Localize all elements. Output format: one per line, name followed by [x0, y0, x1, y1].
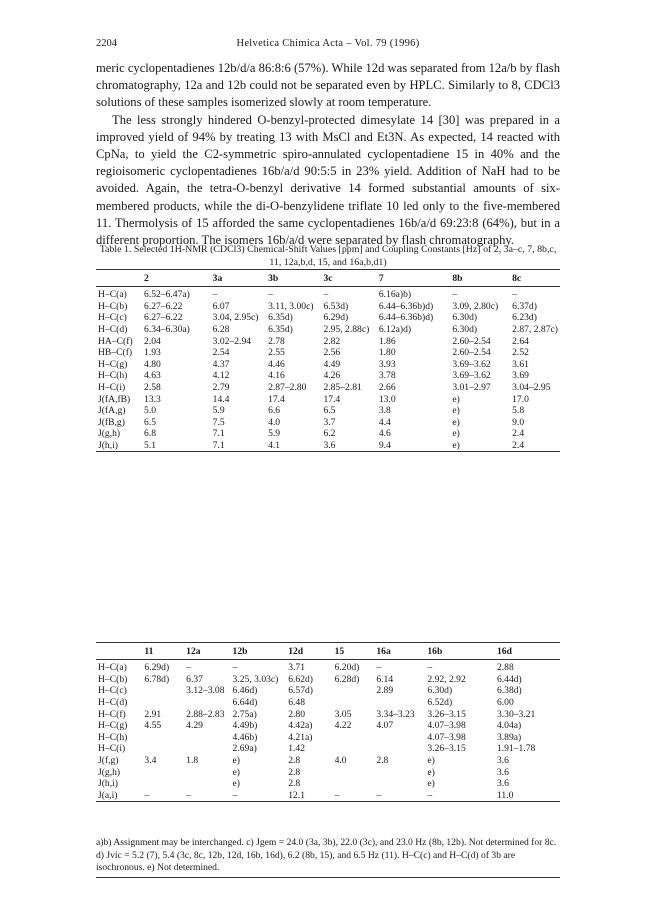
table-cell: 4.46 [268, 358, 285, 370]
table-caption: Table 1. Selected 1H-NMR (CDCl3) Chemical-Shift Values [ppm] and Coupling Constants [Hz] of 2, 3a–c, 7, 8b,c, 11, 12a,b,d, 15, and 16a,b,d1) [99, 244, 557, 268]
column-header: 11 [142, 643, 184, 660]
table-cell [333, 732, 375, 744]
table-cell: 5.8 [512, 405, 525, 417]
table-row [96, 382, 560, 394]
table-cell: 2.8 [288, 766, 301, 778]
table-cell: 4.29 [186, 720, 203, 732]
row-label: H–C(c) [98, 685, 127, 697]
table-cell: 2.88 [496, 662, 514, 674]
table-cell: 2.78 [268, 335, 285, 347]
row-label: J(fB,g) [98, 416, 125, 428]
table-cell: – [376, 789, 382, 801]
table-cell: 2.56 [323, 347, 341, 359]
row-label: H–C(a) [98, 289, 127, 301]
table-cell: 13.0 [378, 393, 396, 405]
table-cell: 17.4 [323, 393, 341, 405]
table-cell: 7.5 [212, 416, 225, 428]
table-cell: 6.44–6.36b)d) [378, 312, 434, 324]
table-cell: 3.26–3.15 [427, 708, 466, 720]
table-cell: 6.62d) [288, 673, 313, 685]
table-cell [184, 766, 230, 778]
table-cell: 6.57d) [288, 685, 313, 697]
table-cell [333, 697, 375, 709]
table-cell: 3.04–2.95 [512, 382, 551, 394]
table-cell: – [512, 289, 517, 301]
column-header: 3b [266, 270, 321, 287]
table-cell: 6.53d) [323, 300, 349, 312]
table-header-row [96, 270, 560, 287]
journal-title: Helvetica Chimica Acta – Vol. 79 (1996) [236, 38, 420, 49]
table-cell: 3.09, 2.80c) [452, 300, 499, 312]
table-row [96, 708, 560, 720]
table-cell: 6.37d) [512, 300, 537, 312]
table-cell: 4.07 [376, 720, 394, 732]
table-cell: e) [427, 778, 435, 790]
table-cell: 4.07–3.98 [427, 720, 466, 732]
table-cell: 5.1 [144, 440, 157, 452]
table-cell: 6.23d) [512, 312, 537, 324]
table-cell: 6.00 [496, 697, 514, 709]
table-cell: e) [452, 416, 460, 428]
nmr-table-1 [96, 269, 560, 452]
table-cell: 1.80 [378, 347, 396, 359]
table-cell: 6.27–6.22 [144, 312, 183, 324]
column-header: 12d [286, 643, 332, 660]
table-cell: 7.1 [212, 440, 225, 452]
row-label: J(g,h) [98, 766, 121, 778]
table-cell: 3.05 [334, 708, 352, 720]
table-cell: 4.12 [212, 370, 230, 382]
body-text [96, 60, 560, 249]
table-cell: 3.78 [378, 370, 396, 382]
table-cell: 4.07–3.98 [427, 731, 466, 743]
table-cell: 6.5 [323, 405, 336, 417]
row-label: J(h,i) [98, 778, 118, 790]
column-header: 8b [450, 270, 510, 287]
table-cell: 17.0 [512, 393, 529, 405]
table-cell [142, 697, 184, 709]
column-header: 8c [510, 270, 560, 287]
table-cell: e) [427, 766, 435, 778]
table-cell: 4.16 [268, 370, 285, 382]
table-cell: 1.42 [288, 743, 305, 755]
table-cell: – [323, 289, 329, 301]
table-row [96, 732, 560, 744]
column-header [96, 270, 142, 287]
table-row [96, 324, 560, 336]
table-cell: 6.07 [212, 300, 230, 312]
table-cell: 6.20d) [334, 662, 360, 674]
table-cell: – [186, 789, 191, 801]
table-cell [333, 778, 375, 790]
table-cell: 3.69–3.62 [452, 370, 491, 382]
table-cell: 2.82 [323, 335, 341, 347]
table-cell: 4.46b) [232, 731, 258, 743]
table-cell: 6.27–6.22 [144, 300, 183, 312]
row-label: J(fA,g) [98, 405, 126, 417]
table-row [96, 720, 560, 732]
table-cell: 2.91 [144, 708, 162, 720]
table-cell: 6.30d) [452, 312, 478, 324]
row-label: J(fA,fB) [98, 393, 131, 405]
column-header: 7 [377, 270, 450, 287]
column-header: 2 [142, 270, 211, 287]
table-cell: 3.71 [288, 662, 305, 674]
table-cell: 6.30d) [452, 324, 478, 336]
table-cell: 4.21a) [288, 731, 313, 743]
table-cell: 3.30–3.21 [496, 708, 536, 720]
table-cell: 5.9 [268, 428, 281, 440]
table-cell: 4.80 [144, 358, 161, 370]
column-header: 12a [184, 643, 230, 660]
table-cell [142, 778, 184, 790]
table-cell: 6.12a)d) [378, 324, 412, 336]
table-row [96, 674, 560, 686]
table-cell: 6.48 [288, 697, 305, 709]
table-cell: 2.87, 2.87c) [512, 324, 558, 336]
table-cell: 6.35d) [268, 312, 293, 324]
table-cell [374, 778, 425, 790]
table-cell: 2.69a) [232, 743, 257, 755]
table-cell: e) [452, 428, 460, 440]
table-cell: – [212, 289, 218, 301]
table-cell: 11.0 [496, 789, 514, 801]
table-row [96, 697, 560, 709]
table-cell [333, 766, 375, 778]
table-cell: 4.42a) [288, 720, 313, 732]
table-cell: – [452, 289, 458, 301]
table-row [96, 335, 560, 347]
table-cell: 6.30d) [427, 685, 453, 697]
table-cell: – [232, 662, 238, 674]
table-cell: 3.6 [323, 440, 336, 452]
table-cell: 3.6 [496, 755, 509, 767]
table-cell: e) [232, 778, 240, 790]
row-label: H–C(g) [98, 358, 128, 370]
table-cell: e) [452, 405, 460, 417]
table-cell: 1.8 [186, 755, 199, 767]
table-row [96, 359, 560, 371]
table-cell: 2.8 [288, 755, 301, 767]
table-cell [374, 697, 425, 709]
table-row [96, 347, 560, 359]
table-row [96, 790, 560, 802]
table-cell: – [186, 662, 191, 674]
table-cell: 3.4 [144, 755, 157, 767]
table-row [96, 393, 560, 405]
row-label: H–C(b) [98, 300, 128, 312]
table-cell [142, 766, 184, 778]
table-cell: 2.89 [376, 685, 394, 697]
table-cell [333, 743, 375, 755]
table-cell [184, 778, 230, 790]
table-cell: 2.88–2.83 [186, 708, 225, 720]
table-cell: 3.6 [496, 766, 509, 778]
table-cell: 3.12–3.08 [186, 685, 225, 697]
row-label: HA–C(f) [98, 335, 133, 347]
row-label: H–C(i) [98, 743, 126, 755]
table-cell: 7.1 [212, 428, 225, 440]
table-cell: 6.35d) [268, 324, 293, 336]
table-cell: e) [452, 393, 460, 405]
table-cell: 3.69–3.62 [452, 358, 491, 370]
table-cell: 3.6 [496, 778, 509, 790]
column-header: 15 [333, 643, 375, 660]
paragraph-2: The less strongly hindered O-benzyl-protected dimesylate 14 [30] was prepared in a improved yield of 94% by treating 13 with MsCl and Et3N. As expected, 14 reacted with CpNa, to yield the C2-symmetric spiro-annulated cyclopentadiene 15 in 40% and the regioisomeric cyclopentadienes 16b/a/d 90:5:5 in 23% yield. Addition of NaH had to be avoided. Again, the tetra-O-benzyl derivative 14 formed substantial amounts of six-membered products, while the di-O-benzylidene triflate 10 led only to the five-membered 11. Thermolysis of 15 afforded the same cyclopentadienes 16b/a/d 69:23:8 (64%), but in a different proportion. The isomers 16b/a/d were separated by flash chromatography. [96, 112, 560, 248]
table-cell: 6.44d) [496, 673, 522, 685]
column-header [96, 643, 142, 660]
column-header: 3a [211, 270, 266, 287]
table-cell: 2.79 [212, 382, 230, 394]
table-cell: 2.8 [376, 755, 389, 767]
table-row [96, 301, 560, 313]
table-cell [184, 732, 230, 744]
row-label: H–C(h) [98, 731, 128, 743]
table-cell: 6.2 [323, 428, 336, 440]
row-label: H–C(a) [98, 662, 127, 674]
table-row [96, 287, 560, 301]
row-label: H–C(f) [98, 708, 126, 720]
table-cell: 3.89a) [496, 731, 522, 743]
table-cell: 2.87–2.80 [268, 382, 307, 394]
table-cell: 4.1 [268, 440, 281, 452]
table-cell: 2.8 [288, 778, 301, 790]
table-row [96, 660, 560, 674]
table-cell: 2.92, 2.92 [427, 673, 466, 685]
column-header: 3c [321, 270, 376, 287]
row-label: J(f,g) [98, 755, 119, 767]
table-row [96, 370, 560, 382]
column-header: 16a [374, 643, 425, 660]
table-cell: 4.55 [144, 720, 162, 732]
table-cell: 9.0 [512, 416, 525, 428]
table-cell [142, 732, 184, 744]
table-cell: 4.4 [378, 416, 391, 428]
table-cell: 5.0 [144, 405, 157, 417]
row-label: H–C(d) [98, 697, 128, 709]
table-cell: 2.4 [512, 428, 525, 440]
table-cell: – [427, 789, 433, 801]
table-cell: 6.14 [376, 673, 394, 685]
table-cell: 9.4 [378, 440, 391, 452]
table-row [96, 755, 560, 767]
table-cell: 6.52–6.47a) [144, 289, 190, 301]
table-cell: – [268, 289, 273, 301]
table-cell: 6.5 [144, 416, 157, 428]
table-cell: 2.66 [378, 382, 396, 394]
table-cell: – [427, 662, 433, 674]
table-cell: 2.60–2.54 [452, 347, 491, 359]
table-cell: 2.4 [512, 440, 525, 452]
column-header: 16d [495, 643, 560, 660]
table-cell [184, 743, 230, 755]
table-cell: 3.25, 3.03c) [232, 673, 279, 685]
table-cell [374, 732, 425, 744]
table-row [96, 766, 560, 778]
table-header-row [96, 643, 560, 660]
row-label: H–C(g) [98, 720, 128, 732]
table-cell: 3.93 [378, 358, 396, 370]
column-header: 16b [425, 643, 495, 660]
table-cell: 6.29d) [144, 662, 170, 674]
table-cell [142, 743, 184, 755]
row-label: H–C(c) [98, 312, 127, 324]
table-cell: 4.04a) [496, 720, 522, 732]
table-cell: 6.6 [268, 405, 281, 417]
row-label: J(g,h) [98, 428, 121, 440]
table-cell: 2.80 [288, 708, 305, 720]
paragraph-1: meric cyclopentadienes 12b/d/a 86:8:6 (57%). While 12d was separated from 12a/b by flash chromatography, 12a and 12b could not be separated even by HPLC. Similarly to 8, CDCl3 solutions of these samples isomerized slowly at room temperature. [96, 61, 560, 110]
table-cell: 4.26 [323, 370, 341, 382]
table-cell: 6.8 [144, 428, 157, 440]
table-cell: 2.58 [144, 382, 161, 394]
row-label: H–C(i) [98, 382, 126, 394]
table-cell: 3.8 [378, 405, 391, 417]
table-cell: 6.29d) [323, 312, 349, 324]
table-cell: 12.1 [288, 789, 305, 801]
table-row [96, 312, 560, 324]
table-cell: 2.54 [212, 347, 230, 359]
table-cell: 17.4 [268, 393, 285, 405]
table-cell: 14.4 [212, 393, 230, 405]
table-cell: 4.22 [334, 720, 352, 732]
table-row [96, 428, 560, 440]
table-cell: 1.93 [144, 347, 161, 359]
table-row [96, 440, 560, 452]
table-cell: 3.26–3.15 [427, 743, 466, 755]
table-cell: e) [232, 766, 240, 778]
table-cell: – [144, 789, 150, 801]
table-cell: – [232, 789, 238, 801]
table-cell: 3.11, 3.00c) [268, 300, 314, 312]
table-cell: 2.04 [144, 335, 161, 347]
table-cell: 6.28 [212, 324, 230, 336]
table-row [96, 417, 560, 429]
table-cell [184, 697, 230, 709]
table-cell: 6.28d) [334, 673, 360, 685]
table-cell: 1.86 [378, 335, 396, 347]
table-cell: 2.64 [512, 335, 529, 347]
row-label: HB–C(f) [98, 347, 133, 359]
table-cell: e) [452, 440, 460, 452]
page-number: 2204 [96, 38, 117, 49]
table-cell: 4.49 [323, 358, 341, 370]
table-cell: 6.64d) [232, 697, 258, 709]
table-cell: 3.02–2.94 [212, 335, 252, 347]
table-cell: 2.60–2.54 [452, 335, 491, 347]
table-cell: 13.3 [144, 393, 161, 405]
row-label: J(h,i) [98, 440, 118, 452]
table-cell: 6.16a)b) [378, 289, 412, 301]
table-cell: 3.01–2.97 [452, 382, 491, 394]
table-cell: 2.95, 2.88c) [323, 324, 370, 336]
table-cell: 3.34–3.23 [376, 708, 415, 720]
table-cell: 5.9 [212, 405, 225, 417]
row-label: H–C(h) [98, 370, 128, 382]
table-cell: 6.34–6.30a) [144, 324, 190, 336]
table-cell: 1.91–1.78 [496, 743, 536, 755]
row-label: H–C(d) [98, 324, 128, 336]
table-cell: 2.55 [268, 347, 285, 359]
table-footnote: a)b) Assignment may be interchanged. c) Jgem = 24.0 (3a, 3b), 22.0 (3c), and 23.0 Hz (8b, 12b). Not determined for 8c. d) Jvic = 5.2 (7), 5.4 (3c, 8c, 12b, 12d, 16b, 16d), 6.2 (8b, 15), and 6.5 Hz (11). H–C(c) and H–C(d) of 3b are isochronous. e) Not determined. [96, 837, 560, 878]
table-cell: 6.37 [186, 673, 203, 685]
table-cell: 4.63 [144, 370, 161, 382]
table-cell [333, 685, 375, 697]
table-row [96, 405, 560, 417]
table-cell: 6.44–6.36b)d) [378, 300, 434, 312]
table-row [96, 743, 560, 755]
table-row [96, 778, 560, 790]
table-cell: e) [232, 755, 240, 767]
row-label: J(a,i) [98, 789, 118, 801]
table-cell: 2.52 [512, 347, 529, 359]
row-label: H–C(b) [98, 673, 128, 685]
table-cell: 4.0 [268, 416, 281, 428]
table-cell: 4.49b) [232, 720, 258, 732]
table-cell: 2.75a) [232, 708, 257, 720]
table-cell: 3.69 [512, 370, 529, 382]
table-cell [374, 743, 425, 755]
table-cell: 6.52d) [427, 697, 453, 709]
table-cell: – [334, 789, 340, 801]
nmr-table-2 [96, 642, 560, 802]
table-cell: 6.78d) [144, 673, 170, 685]
table-cell: 6.38d) [496, 685, 522, 697]
table-cell: 4.37 [212, 358, 230, 370]
table-cell: – [376, 662, 382, 674]
table-cell: 3.61 [512, 358, 529, 370]
table-cell [142, 685, 184, 697]
table-cell: 4.0 [334, 755, 347, 767]
table-cell: e) [427, 755, 435, 767]
table-cell: 2.85–2.81 [323, 382, 362, 394]
table-cell: 3.04, 2.95c) [212, 312, 259, 324]
table-cell: 6.46d) [232, 685, 258, 697]
table-row [96, 685, 560, 697]
column-header: 12b [231, 643, 287, 660]
table-cell [374, 766, 425, 778]
table-cell: 4.6 [378, 428, 391, 440]
table-cell: 3.7 [323, 416, 336, 428]
